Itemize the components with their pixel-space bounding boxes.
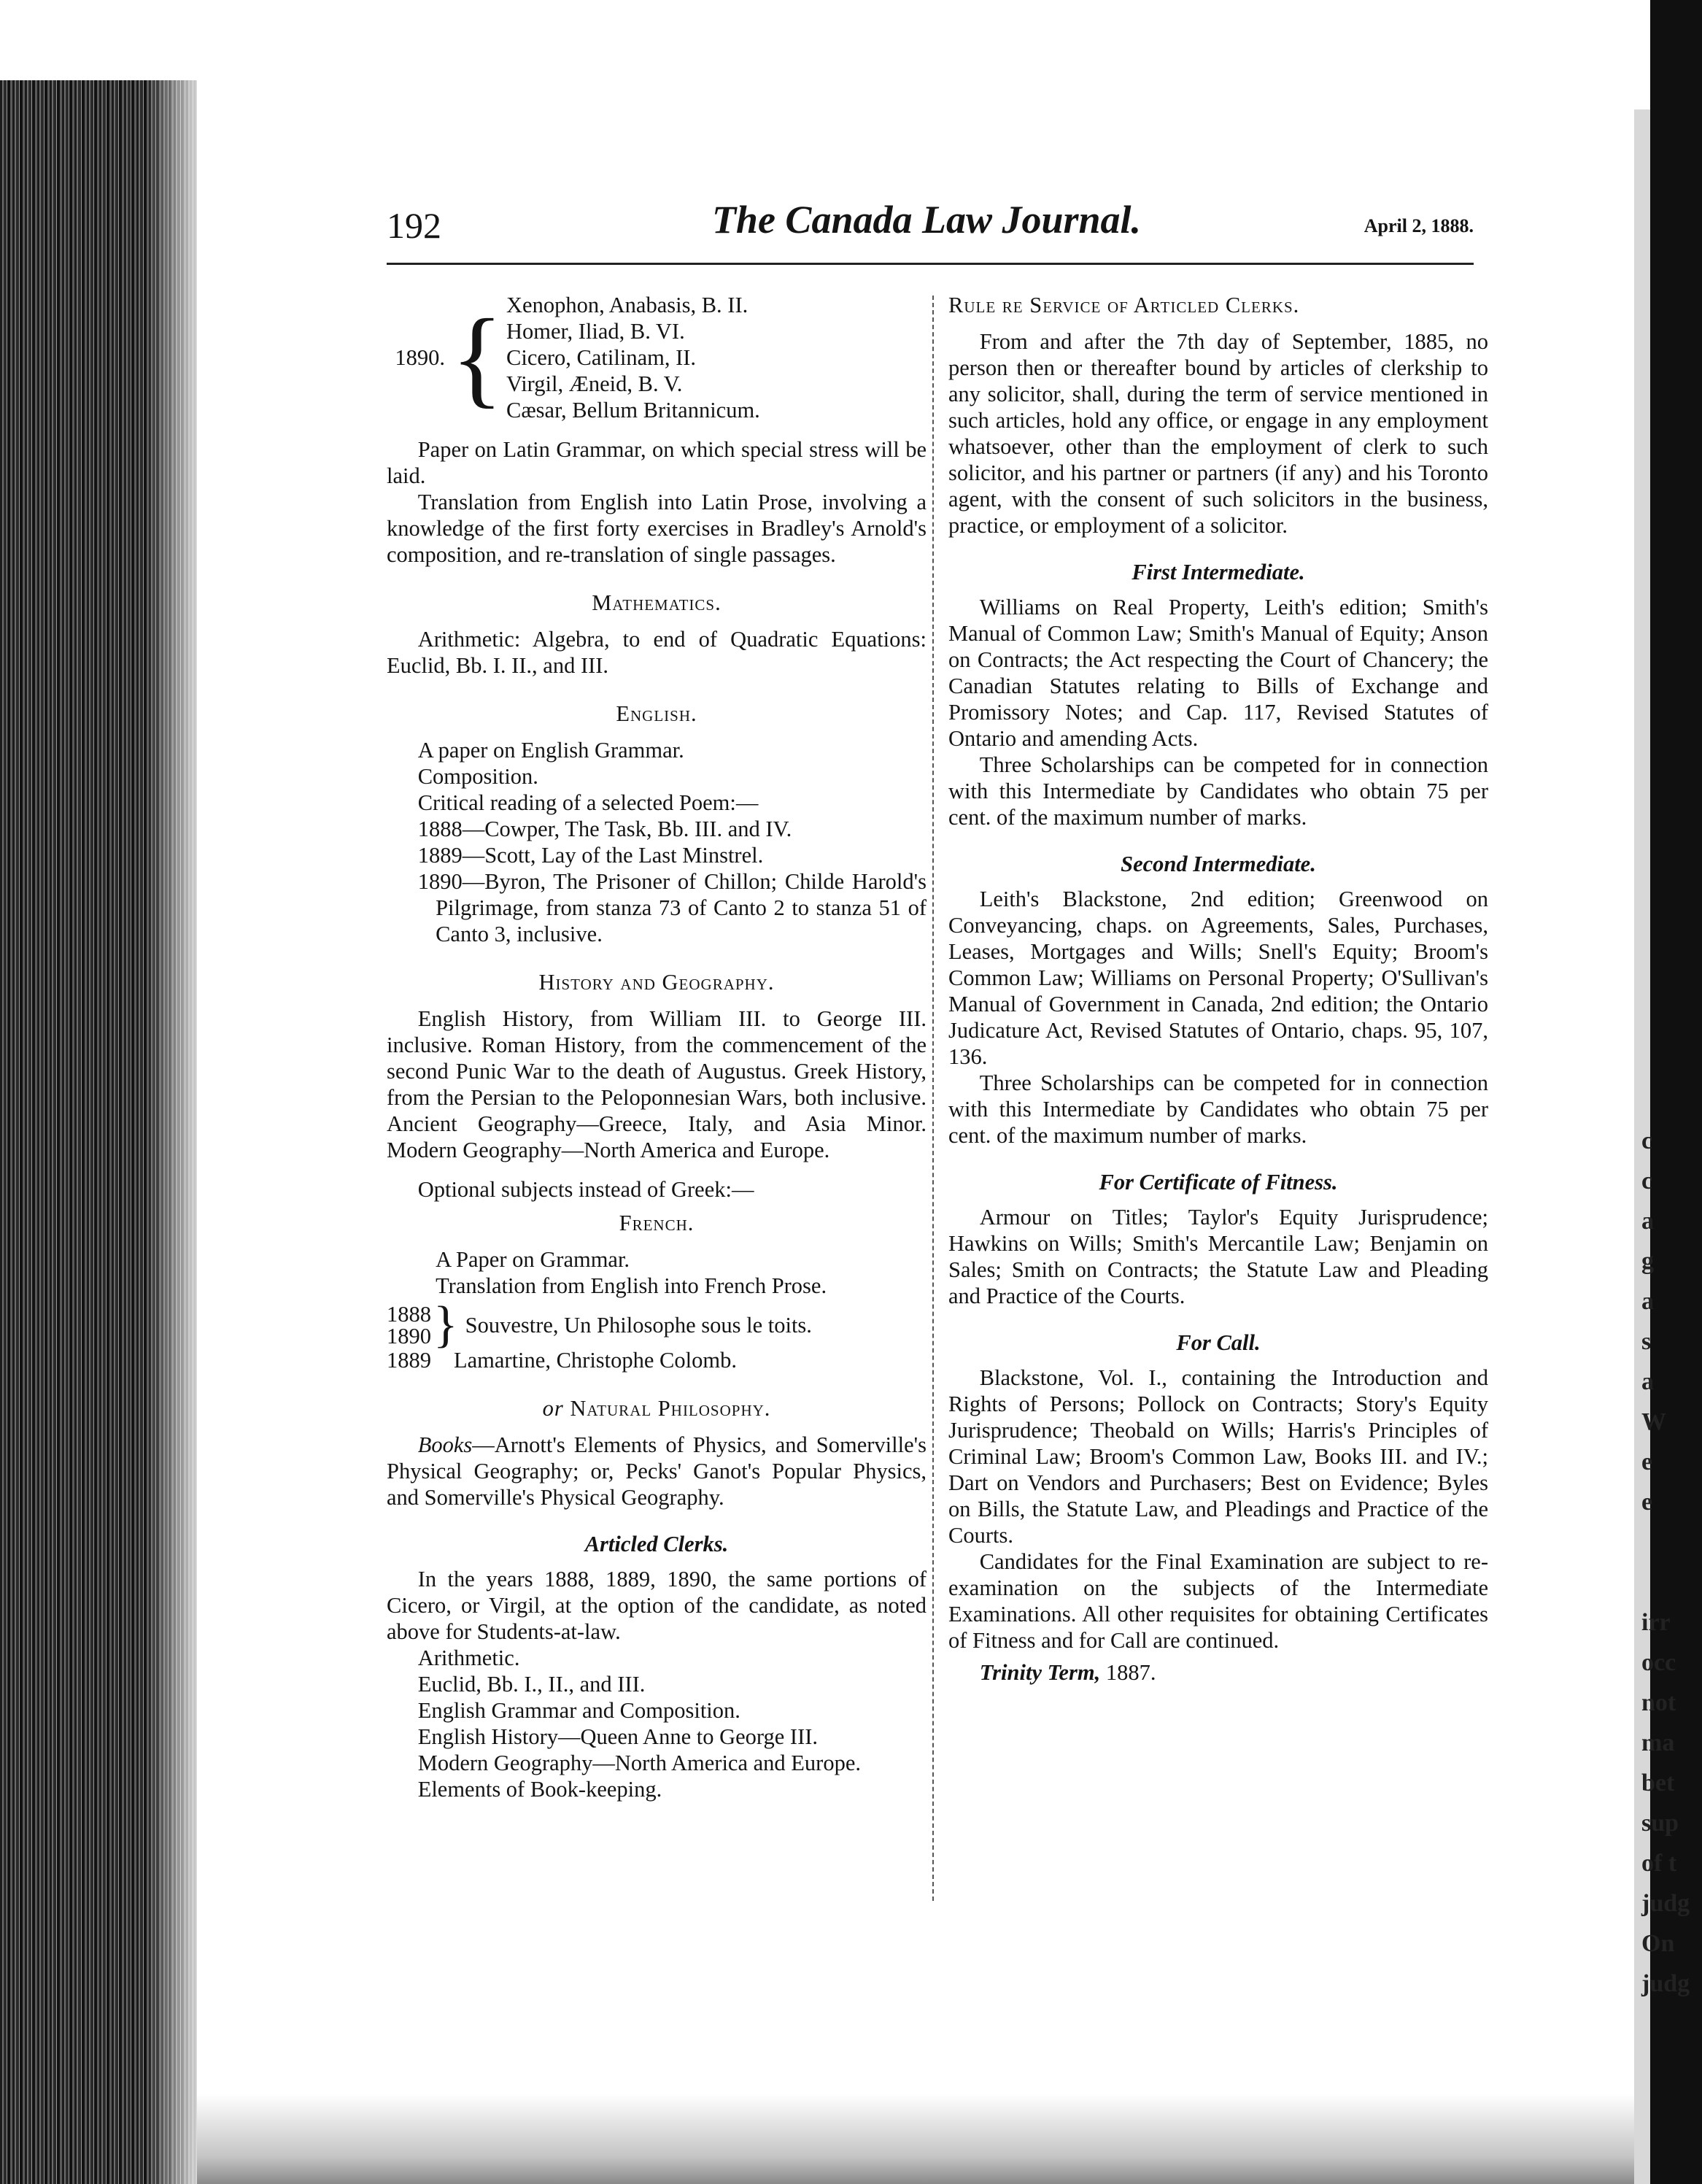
french-years-text: Souvestre, Un Philosophe sous le toits. [465,1313,812,1338]
journal-page [365,190,1488,2029]
author-item: Xenophon, Anabasis, B. II. [506,293,749,317]
header-rule [387,263,1474,265]
poem-item: 1890—Byron, The Prisoner of Chillon; Childe Harold's Pilgrimage, from stanza 73 of Canto 2 to stanza 51 of Canto 3, inclusive. [417,869,927,946]
margin-fragment: e [1641,1448,1653,1475]
rule-heading: Rule re Service of Articled Clerks. [948,293,1300,317]
margin-fragment: judg [1641,1890,1690,1917]
fitness-text: Armour on Titles; Taylor's Equity Jurisprudence; Hawkins on Wills; Smith's Mercantile Law; Benjamin on Sales; Smith on Contracts; the Statute Law and Pleading and Practice of the Courts. [948,1205,1488,1308]
issue-date: April 2, 1888. [1363,215,1474,236]
margin-fragment: judg [1641,1970,1690,1997]
french-year: 1890 [387,1324,431,1348]
articled-item: Arithmetic. [417,1645,520,1670]
books-label: Books [417,1432,473,1457]
margin-fragment: a [1641,1288,1654,1315]
history-text: English History, from William III. to George III. inclusive. Roman History, from the commencement of the second Punic War to the death of Augustus. Greek History, from the Persian to the Peloponnesian Wars, both inclusive. Ancient Geography—Greece, Italy, and Asia Minor. Modern Geography—North America and Europe. [387,1006,927,1162]
poem-item: 1889—Scott, Lay of the Last Minstrel. [417,843,764,868]
column-divider [932,296,934,1901]
page-number: 192 [387,205,441,246]
books-paragraph [387,1432,927,1510]
first-scholarship-text: Three Scholarships can be competed for in connection with this Intermediate by Candidates who obtain 75 per cent. of the maximum number of marks. [948,752,1488,830]
mathematics-text: Arithmetic: Algebra, to end of Quadratic Equations: Euclid, Bb. I. II., and III. [387,627,927,678]
poem-item: 1888—Cowper, The Task, Bb. III. and IV. [417,817,792,841]
articled-item: English Grammar and Composition. [417,1698,740,1723]
french-year: 1889 [387,1348,431,1373]
heading-or: or [542,1396,564,1421]
natural-philosophy-heading [387,1395,927,1421]
margin-fragment: of t [1641,1850,1677,1877]
author-item: Cæsar, Bellum Britannicum. [506,398,760,422]
brace-symbol: { [451,297,503,418]
left-column [387,292,927,1802]
french-1889-row [387,1347,927,1373]
latin-prose-text: Translation from English into Latin Prose, involving a knowledge of the first forty exercises in Bradley's Arnold's composition, and re-translation of single passages. [387,490,927,567]
books-text: —Arnott's Elements of Physics, and Somerville's Physical Geography; or, Pecks' Ganot's Popular Physics, and Somerville's Physical Geography. [387,1432,927,1510]
french-item: Translation from English into French Prose. [436,1273,827,1298]
articled-clerks-heading: Articled Clerks. [584,1532,729,1556]
margin-fragment: c [1641,1127,1653,1154]
right-column [948,292,1488,1686]
signature-year: 1887. [1105,1660,1156,1685]
margin-fragment: bet [1641,1770,1675,1797]
author-item: Homer, Iliad, B. VI. [506,319,685,344]
margin-fragment: irr [1641,1609,1671,1636]
second-scholarship-text: Three Scholarships can be competed for in connection with this Intermediate by Candidates who obtain 75 per cent. of the maximum number of marks. [948,1070,1488,1148]
french-1889-text: Lamartine, Christophe Colomb. [454,1348,737,1373]
authors-1890-block [387,292,927,423]
author-item: Cicero, Catilinam, II. [506,345,697,370]
page-header [365,190,1488,270]
margin-fragment: occ [1641,1649,1676,1676]
first-intermediate-heading: First Intermediate. [1132,560,1305,584]
french-years-block [387,1297,927,1353]
brace-year: 1890. [395,345,445,370]
call-text: Blackstone, Vol. I., containing the Introduction and Rights of Persons; Pollock on Contracts; Story's Equity Jurisprudence; Theobald on Wills; Harris's Principles of Criminal Law; Broom's Common Law, Books III. and IV.; Dart on Vendors and Purchasers; Best on Evidence; Byles on Bills, the Statute Law, and Pleadings and Practice of the Courts. [948,1365,1488,1548]
margin-fragment: sup [1641,1810,1679,1837]
rule-text: From and after the 7th day of September, 1885, no person then or thereafter bound by articles of clerkship to any solicitor, shall, during the term of service mentioned in such articles, hold any office, or engage in any employment whatsoever, other than the employment of clerk to such solicitor, and his partner or partners (if any) and his Toronto agent, with the consent of such solicitors in the business, practice, or employment of a solicitor. [948,329,1488,538]
scan-bottom-shadow [197,2094,1634,2184]
articled-item: Modern Geography—North America and Europe. [417,1751,861,1775]
margin-fragment: s [1641,1328,1652,1355]
history-heading: History and Geography. [538,970,775,995]
scan-left-edge [0,80,197,2184]
articled-text: In the years 1888, 1889, 1890, the same portions of Cicero, or Virgil, at the option of the candidate, as noted above for Students-at-law. [387,1567,927,1644]
candidates-text: Candidates for the Final Examination are subject to re-examination on the subjects of the Intermediate Examinations. All other requisites for obtaining Certificates of Fitness and for Call are continued. [948,1549,1488,1653]
latin-grammar-text: Paper on Latin Grammar, on which special stress will be laid. [387,437,927,488]
margin-fragment: c [1641,1168,1653,1195]
margin-fragment: W [1641,1408,1666,1435]
author-item: Virgil, Æneid, B. V. [506,371,683,396]
margin-fragment: On [1641,1930,1675,1957]
first-intermediate-text: Williams on Real Property, Leith's edition; Smith's Manual of Common Law; Smith's Manual of Equity; Anson on Contracts; the Act respecting the Court of Chancery; the Canadian Statutes relating to Bills of Exchange and Promissory Notes; and Cap. 117, Revised Statutes of Ontario and amending Acts. [948,595,1488,751]
signature [948,1659,1488,1686]
french-year: 1888 [387,1302,431,1327]
margin-fragment: a [1641,1368,1654,1395]
articled-item: Euclid, Bb. I., II., and III. [417,1672,646,1697]
margin-fragment: g [1641,1248,1654,1275]
fitness-heading: For Certificate of Fitness. [1099,1170,1338,1195]
english-item: Composition. [417,764,538,789]
brace-symbol: } [433,1297,458,1353]
english-item: A paper on English Grammar. [417,738,684,763]
articled-item: English History—Queen Anne to George III. [417,1724,819,1749]
english-item: Critical reading of a selected Poem:— [417,790,759,815]
french-years [387,1303,433,1347]
heading-text: Natural Philosophy. [570,1396,771,1421]
mathematics-heading: Mathematics. [592,590,722,615]
signature-term: Trinity Term, [979,1660,1101,1685]
margin-fragment: not [1641,1689,1676,1716]
french-heading: French. [619,1211,695,1235]
margin-fragment: a [1641,1208,1654,1235]
authors-list [506,292,760,423]
call-heading: For Call. [1176,1330,1261,1355]
optional-subjects-text: Optional subjects instead of Greek:— [417,1177,754,1202]
margin-fragment: ma [1641,1729,1675,1756]
margin-fragment: e [1641,1489,1653,1516]
second-intermediate-text: Leith's Blackstone, 2nd edition; Greenwood on Conveyancing, chaps. on Agreements, Sales, Purchases, Leases, Mortgages and Wills; Snell's Equity; Broom's Common Law; Williams on Personal Property; O'Sullivan's Manual of Government in Canada, 2nd edition; the Ontario Judicature Act, Revised Statutes of Ontario, chaps. 95, 107, 136. [948,887,1488,1069]
second-intermediate-heading: Second Intermediate. [1121,852,1316,876]
french-item: A Paper on Grammar. [436,1247,630,1272]
journal-title: The Canada Law Journal. [711,198,1142,242]
english-heading: English. [616,701,697,726]
articled-item: Elements of Book-keeping. [417,1777,662,1802]
